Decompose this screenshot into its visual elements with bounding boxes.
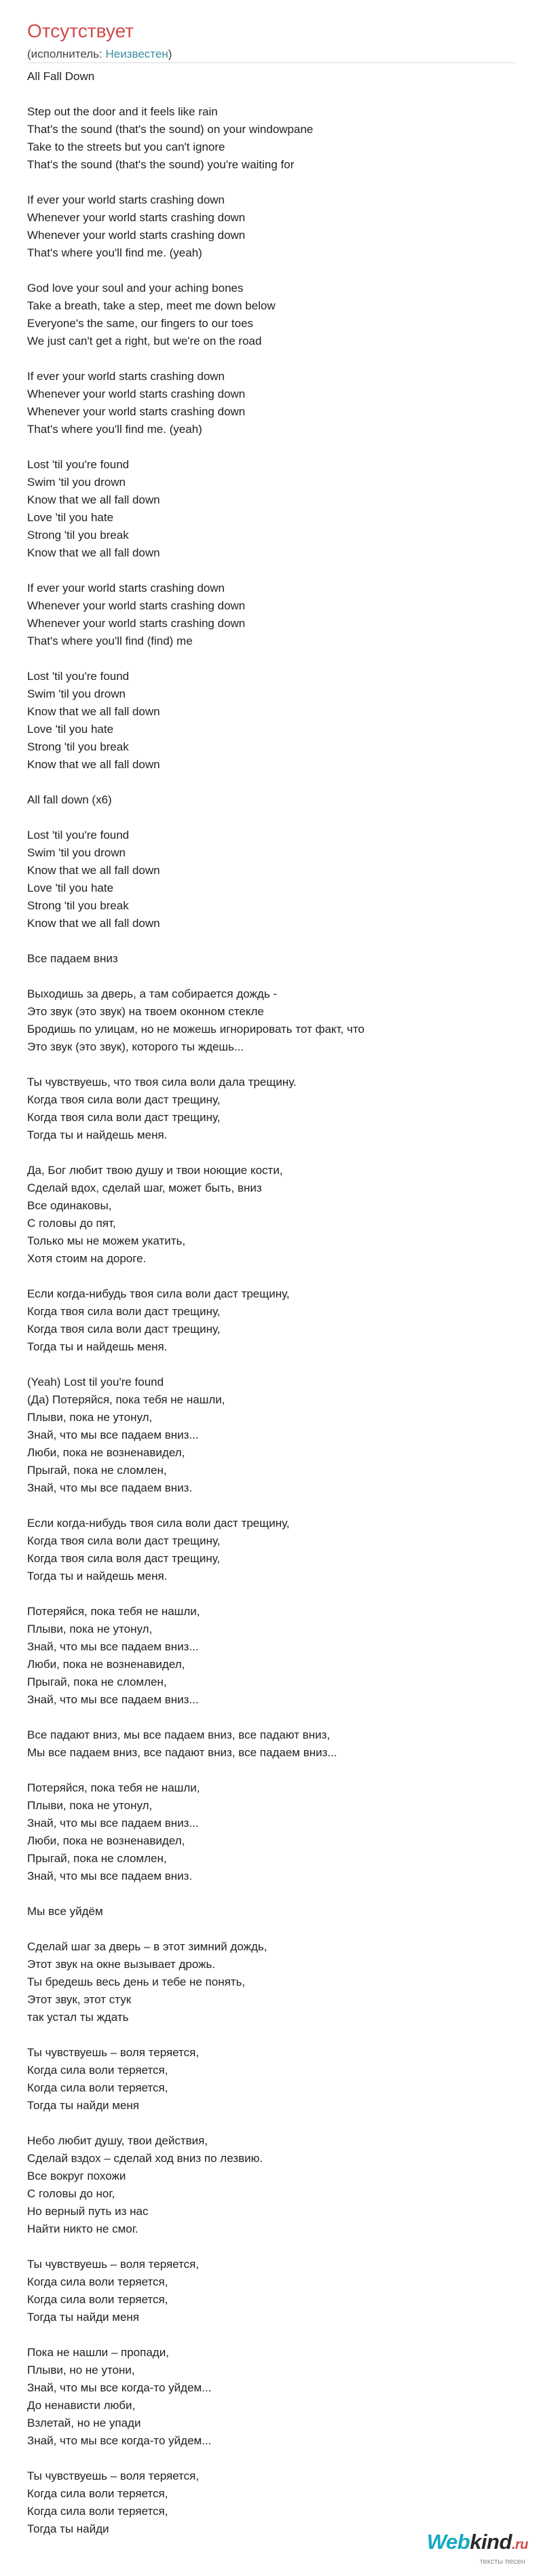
lyric-line: Знай, что мы все когда-то уйдем... bbox=[27, 2381, 212, 2394]
lyric-line: Ты чувствуешь – воля теряется, bbox=[27, 2469, 200, 2482]
lyric-line: Знай, что мы все падаем вниз... bbox=[27, 1693, 199, 1706]
lyric-line: так устал ты ждать bbox=[27, 2011, 129, 2024]
lyric-line: (Yeah) Lost til you're found bbox=[27, 1376, 164, 1388]
lyric-line: Все одинаковы, bbox=[27, 1199, 112, 1212]
lyric-line: Know that we all fall down bbox=[27, 864, 160, 877]
lyric-line: Everyone's the same, our fingers to our toes bbox=[27, 317, 254, 330]
lyric-line: Когда сила воли теряется, bbox=[27, 2487, 168, 2500]
lyric-line: С головы до ног, bbox=[27, 2187, 115, 2200]
lyric-line: Swim 'til you drown bbox=[27, 846, 126, 859]
lyric-line: Выходишь за дверь, а там собирается дождь - bbox=[27, 987, 278, 1000]
stanza-gap bbox=[27, 809, 516, 827]
logo-web-part: Web bbox=[426, 2530, 470, 2554]
lyric-line: Знай, что мы все падаем вниз... bbox=[27, 1817, 199, 1830]
logo-kind-part: kind bbox=[470, 2530, 512, 2554]
lyric-line: Все падаем вниз bbox=[27, 952, 118, 965]
lyric-line: Знай, что мы все падаем вниз. bbox=[27, 1481, 193, 1494]
lyric-line: Swim 'til you drown bbox=[27, 476, 126, 489]
lyric-line: Take a breath, take a step, meet me down below bbox=[27, 299, 276, 312]
lyric-line: Take to the streets but you can't ignore bbox=[27, 140, 225, 153]
lyric-line: Whenever your world starts crashing down bbox=[27, 599, 246, 612]
lyric-line: С головы до пят, bbox=[27, 1217, 116, 1230]
lyric-line: Love 'til you hate bbox=[27, 882, 114, 894]
lyric-line: Когда сила воли теряется, bbox=[27, 2081, 168, 2094]
lyric-line: Тогда ты найди bbox=[27, 2522, 109, 2535]
lyric-line: Тогда ты найди меня bbox=[27, 2311, 139, 2324]
lyric-line: That's where you'll find me. (yeah) bbox=[27, 246, 202, 259]
lyric-line: Когда твоя сила воли даст трещину, bbox=[27, 1093, 221, 1106]
lyric-line: Потеряйся, пока тебя не нашли, bbox=[27, 1781, 200, 1794]
lyric-line: Когда сила воли теряется, bbox=[27, 2505, 168, 2518]
lyric-line: Тогда ты и найдешь меня. bbox=[27, 1340, 168, 1353]
stanza-gap bbox=[27, 2115, 516, 2132]
stanza-gap bbox=[27, 1268, 516, 1285]
stanza-gap bbox=[27, 438, 516, 456]
lyric-line: Когда сила воли теряется, bbox=[27, 2293, 168, 2306]
lyric-line: Это звук (это звук) на твоем оконном стекле bbox=[27, 1005, 264, 1018]
stanza-gap bbox=[27, 262, 516, 280]
stanza-gap bbox=[27, 174, 516, 191]
lyric-line: Прыгай, пока не сломлен, bbox=[27, 1675, 167, 1688]
stanza-gap bbox=[27, 1920, 516, 1938]
lyric-line: Мы все уйдём bbox=[27, 1905, 103, 1918]
lyric-line: All Fall Down bbox=[27, 70, 95, 83]
lyric-line: Знай, что мы все падаем вниз... bbox=[27, 1428, 199, 1441]
lyric-line: Когда твоя сила воли даст трещину, bbox=[27, 1305, 221, 1318]
lyric-line: Когда твоя сила воля даст трещину, bbox=[27, 1552, 221, 1565]
lyric-line: Whenever your world starts crashing down bbox=[27, 405, 246, 418]
lyric-line: Ты чувствуешь, что твоя сила воли дала трещину. bbox=[27, 1076, 297, 1088]
lyric-line: Плыви, пока не утонул, bbox=[27, 1411, 153, 1424]
lyric-line: Прыгай, пока не сломлен, bbox=[27, 1464, 167, 1477]
lyric-line: Потеряйся, пока тебя не нашли, bbox=[27, 1605, 200, 1618]
artist-line bbox=[27, 46, 172, 62]
lyric-line: Небо любит душу, твои действия, bbox=[27, 2134, 208, 2147]
lyric-line: Если когда-нибудь твоя сила воли даст трещину, bbox=[27, 1517, 290, 1530]
lyric-line: Ты чувствуешь – воля теряется, bbox=[27, 2258, 200, 2271]
lyric-line: Whenever your world starts crashing down bbox=[27, 387, 246, 400]
stanza-gap bbox=[27, 1762, 516, 1779]
lyric-line: Знай, что мы все падаем вниз. bbox=[27, 1870, 193, 1882]
lyric-line: Если когда-нибудь твоя сила воли даст трещину, bbox=[27, 1287, 290, 1300]
stanza-gap bbox=[27, 2326, 516, 2344]
stanza-gap bbox=[27, 1356, 516, 1374]
lyric-line: Люби, пока не возненавидел, bbox=[27, 1446, 185, 1459]
stanza-gap bbox=[27, 774, 516, 791]
lyric-line: Love 'til you hate bbox=[27, 723, 114, 736]
lyric-line: That's where you'll find me. (yeah) bbox=[27, 423, 202, 436]
lyric-line: Знай, что мы все когда-то уйдем... bbox=[27, 2434, 212, 2447]
lyric-line: Know that we all fall down bbox=[27, 917, 160, 930]
lyric-line: Know that we all fall down bbox=[27, 758, 160, 771]
lyric-line: Плыви, пока не утонул, bbox=[27, 1623, 153, 1635]
lyric-line: Хотя стоим на дороге. bbox=[27, 1252, 147, 1265]
lyric-line: Когда твоя сила воли даст трещину, bbox=[27, 1534, 221, 1547]
lyric-line: God love your soul and your aching bones bbox=[27, 282, 244, 295]
stanza-gap bbox=[27, 2026, 516, 2044]
lyric-line: If ever your world starts crashing down bbox=[27, 370, 225, 383]
stanza-gap bbox=[27, 1497, 516, 1515]
lyric-line: Strong 'til you break bbox=[27, 529, 129, 542]
lyric-line: Ты бредешь весь день и тебе не понять, bbox=[27, 1975, 246, 1988]
lyric-line: Найти никто не смог. bbox=[27, 2222, 138, 2235]
lyric-line: Люби, пока не возненавидел, bbox=[27, 1834, 185, 1847]
lyric-line: Этот звук на окне вызывает дрожь. bbox=[27, 1958, 216, 1971]
logo-tagline: тексты песен bbox=[479, 2558, 525, 2566]
lyric-line: Know that we all fall down bbox=[27, 705, 160, 718]
lyric-line: Strong 'til you break bbox=[27, 740, 129, 753]
lyric-line: Whenever your world starts crashing down bbox=[27, 211, 246, 224]
stanza-gap bbox=[27, 86, 516, 103]
lyric-line: Сделай шаг за дверь – в этот зимний дождь, bbox=[27, 1940, 267, 1953]
lyric-line: Люби, пока не возненавидел, bbox=[27, 1658, 185, 1671]
lyric-line: Lost 'til you're found bbox=[27, 829, 130, 841]
stanza-gap bbox=[27, 350, 516, 368]
lyric-line: Ты чувствуешь – воля теряется, bbox=[27, 2046, 200, 2059]
lyric-line: All fall down (x6) bbox=[27, 793, 112, 806]
stanza-gap bbox=[27, 562, 516, 580]
lyric-line: Step out the door and it feels like rain bbox=[27, 105, 218, 118]
lyric-line: Lost 'til you're found bbox=[27, 670, 130, 683]
lyric-line: Тогда ты найди меня bbox=[27, 2099, 139, 2112]
lyric-line: If ever your world starts crashing down bbox=[27, 193, 225, 206]
lyric-line: That's the sound (that's the sound) on your windowpane bbox=[27, 123, 314, 136]
lyric-line: Все падают вниз, мы все падаем вниз, все падают вниз, bbox=[27, 1728, 331, 1741]
lyric-line: Тогда ты и найдешь меня. bbox=[27, 1129, 168, 1141]
stanza-gap bbox=[27, 2450, 516, 2467]
lyric-line: Know that we all fall down bbox=[27, 546, 160, 559]
lyric-line: Strong 'til you break bbox=[27, 899, 129, 912]
stanza-gap bbox=[27, 1709, 516, 1726]
lyric-line: Плыви, но не утони, bbox=[27, 2364, 135, 2376]
divider bbox=[27, 62, 516, 63]
lyric-line: Бродишь по улицам, но не можешь игнорировать тот факт, что bbox=[27, 1023, 364, 1036]
stanza-gap bbox=[27, 932, 516, 950]
stanza-gap bbox=[27, 1585, 516, 1603]
stanza-gap bbox=[27, 650, 516, 668]
artist-prefix: (исполнитель: bbox=[27, 48, 106, 60]
lyric-line: Сделай вздох – сделай ход вниз по лезвию. bbox=[27, 2152, 263, 2165]
stanza-gap bbox=[27, 1885, 516, 1903]
lyric-line: Когда сила воли теряется, bbox=[27, 2275, 168, 2288]
lyric-line: Когда сила воли теряется, bbox=[27, 2064, 168, 2077]
lyric-line: Да, Бог любит твою душу и твои ноющие кости, bbox=[27, 1164, 283, 1177]
lyric-line: Мы все падаем вниз, все падают вниз, все падаем вниз... bbox=[27, 1746, 337, 1759]
lyric-line: Но верный путь из нас bbox=[27, 2205, 149, 2218]
lyric-line: Плыви, пока не утонул, bbox=[27, 1799, 153, 1812]
lyric-line: We just can't get a right, but we're on the road bbox=[27, 335, 262, 347]
artist-link[interactable]: Неизвестен bbox=[105, 48, 168, 60]
stanza-gap bbox=[27, 1144, 516, 1162]
lyric-line: Все вокруг похожи bbox=[27, 2170, 126, 2182]
lyrics-body bbox=[27, 68, 516, 2538]
stanza-gap bbox=[27, 1056, 516, 1074]
lyric-line: That's the sound (that's the sound) you're waiting for bbox=[27, 158, 295, 171]
webkind-logo[interactable] bbox=[392, 2530, 528, 2566]
lyric-line: Прыгай, пока не сломлен, bbox=[27, 1852, 167, 1865]
lyric-line: That's where you'll find (find) me bbox=[27, 634, 193, 647]
lyric-line: Swim 'til you drown bbox=[27, 687, 126, 700]
lyric-line: Когда твоя сила воли даст трещину, bbox=[27, 1323, 221, 1336]
lyric-line: If ever your world starts crashing down bbox=[27, 582, 225, 594]
stanza-gap bbox=[27, 968, 516, 985]
lyric-line: До ненависти люби, bbox=[27, 2399, 136, 2412]
lyric-line: Lost 'til you're found bbox=[27, 458, 130, 471]
lyric-line: Знай, что мы все падаем вниз... bbox=[27, 1640, 199, 1653]
lyric-line: Пока не нашли – пропади, bbox=[27, 2346, 169, 2359]
song-title: Отсутствует bbox=[27, 20, 134, 41]
lyric-line: Этот звук, этот стук bbox=[27, 1993, 132, 2006]
lyric-line: Тогда ты и найдешь меня. bbox=[27, 1570, 168, 1583]
lyric-line: Whenever your world starts crashing down bbox=[27, 617, 246, 630]
lyric-line: Только мы не можем укатить, bbox=[27, 1234, 186, 1247]
stanza-gap bbox=[27, 2238, 516, 2256]
artist-suffix: ) bbox=[168, 48, 172, 60]
lyric-line: Whenever your world starts crashing down bbox=[27, 229, 246, 242]
lyric-line: Love 'til you hate bbox=[27, 511, 114, 524]
lyric-line: Know that we all fall down bbox=[27, 493, 160, 506]
logo-wordmark bbox=[392, 2530, 528, 2557]
lyric-line: Взлетай, но не упади bbox=[27, 2417, 141, 2429]
lyric-line: Когда твоя сила воли даст трещину, bbox=[27, 1111, 221, 1124]
lyric-line: Это звук (это звук), которого ты ждешь... bbox=[27, 1040, 244, 1053]
lyric-line: Сделай вдох, сделай шаг, может быть, вниз bbox=[27, 1181, 262, 1194]
logo-ru-part: .ru bbox=[511, 2537, 528, 2552]
lyric-line: (Да) Потеряйся, пока тебя не нашли, bbox=[27, 1393, 225, 1406]
